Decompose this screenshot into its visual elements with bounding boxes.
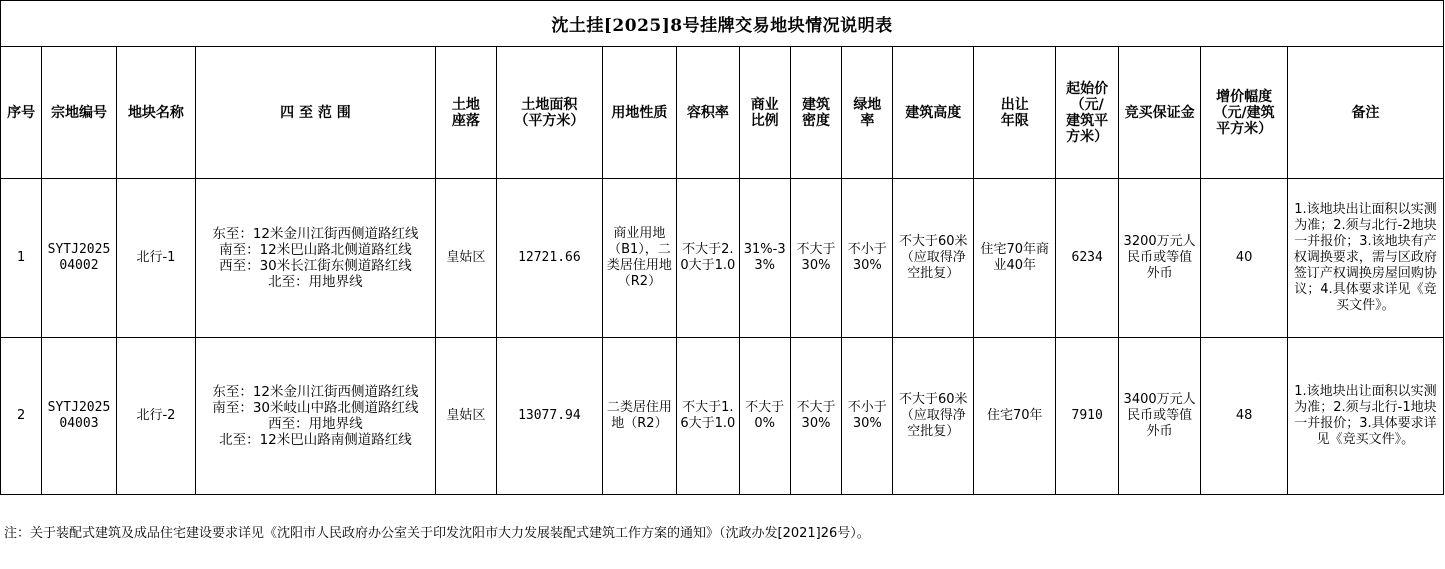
cell-parcel-name: 北行-2 xyxy=(116,338,195,495)
cell-increment: 40 xyxy=(1201,179,1288,338)
header-far: 容积率 xyxy=(677,47,739,179)
cell-remarks: 1.该地块出让面积以实测为准；2.须与北行-1地块一并报价；3.具体要求详见《竞买文件》。 xyxy=(1287,338,1443,495)
cell-seq: 2 xyxy=(1,338,42,495)
cell-building-height: 不大于60米（应取得净空批复） xyxy=(893,338,974,495)
cell-location: 皇姑区 xyxy=(435,338,496,495)
header-boundary: 四 至 范 围 xyxy=(196,47,435,179)
cell-commercial-ratio: 31%-33% xyxy=(739,179,790,338)
cell-location: 皇姑区 xyxy=(435,179,496,338)
header-land-use: 用地性质 xyxy=(602,47,676,179)
cell-parcel-code: SYTJ202504002 xyxy=(42,179,116,338)
boundary-north: 北至：用地界线 xyxy=(268,274,363,290)
cell-parcel-code: SYTJ202504003 xyxy=(42,338,116,495)
table-row xyxy=(1,179,1444,338)
cell-increment: 48 xyxy=(1201,338,1288,495)
cell-green-ratio: 不小于30% xyxy=(842,179,893,338)
header-deposit: 竞买保证金 xyxy=(1118,47,1201,179)
cell-term: 住宅70年 xyxy=(973,338,1056,495)
boundary-south: 南至：30米岐山中路北侧道路红线 xyxy=(212,400,419,416)
header-location: 土地 座落 xyxy=(435,47,496,179)
cell-seq: 1 xyxy=(1,179,42,338)
cell-deposit: 3400万元人民币或等值外币 xyxy=(1118,338,1201,495)
header-parcel-name: 地块名称 xyxy=(116,47,195,179)
cell-commercial-ratio: 不大于0% xyxy=(739,338,790,495)
boundary-south: 南至：12米巴山路北侧道路红线 xyxy=(219,242,412,258)
cell-area: 13077.94 xyxy=(497,338,603,495)
parcel-table xyxy=(0,46,1444,495)
header-remarks: 备注 xyxy=(1287,47,1443,179)
cell-boundary xyxy=(196,338,435,495)
cell-boundary xyxy=(196,179,435,338)
cell-green-ratio: 不小于30% xyxy=(842,338,893,495)
boundary-north: 北至：12米巴山路南侧道路红线 xyxy=(219,432,412,448)
sheet-title: 沈土挂[2025]8号挂牌交易地块情况说明表 xyxy=(0,0,1444,46)
header-building-density: 建筑 密度 xyxy=(790,47,841,179)
header-term: 出让 年限 xyxy=(973,47,1056,179)
cell-far: 不大于1.6大于1.0 xyxy=(677,338,739,495)
header-increment: 增价幅度 （元/建筑 平方米） xyxy=(1201,47,1288,179)
cell-term: 住宅70年商业40年 xyxy=(973,179,1056,338)
boundary-west: 西至：用地界线 xyxy=(268,416,363,432)
table-row xyxy=(1,338,1444,495)
header-area: 土地面积 （平方米） xyxy=(497,47,603,179)
boundary-west: 西至：30米长江街东侧道路红线 xyxy=(219,258,412,274)
cell-land-use: 商业用地（B1），二类居住用地（R2） xyxy=(602,179,676,338)
header-parcel-code: 宗地编号 xyxy=(42,47,116,179)
cell-remarks: 1.该地块出让面积以实测为准；2.须与北行-2地块一并报价；3.该地块有产权调换要求，需与区政府签订产权调换房屋回购协议；4.具体要求详见《竞买文件》。 xyxy=(1287,179,1443,338)
cell-far: 不大于2.0大于1.0 xyxy=(677,179,739,338)
cell-parcel-name: 北行-1 xyxy=(116,179,195,338)
header-commercial-ratio: 商业 比例 xyxy=(739,47,790,179)
table-header-row xyxy=(1,47,1444,179)
cell-building-density: 不大于30% xyxy=(790,338,841,495)
cell-land-use: 二类居住用地（R2） xyxy=(602,338,676,495)
cell-deposit: 3200万元人民币或等值外币 xyxy=(1118,179,1201,338)
cell-start-price: 7910 xyxy=(1056,338,1118,495)
header-seq: 序号 xyxy=(1,47,42,179)
header-building-height: 建筑高度 xyxy=(893,47,974,179)
header-green-ratio: 绿地 率 xyxy=(842,47,893,179)
cell-area: 12721.66 xyxy=(497,179,603,338)
header-start-price: 起始价 （元/ 建筑平 方米） xyxy=(1056,47,1118,179)
boundary-east: 东至：12米金川江街西侧道路红线 xyxy=(212,384,419,400)
cell-building-density: 不大于30% xyxy=(790,179,841,338)
boundary-east: 东至：12米金川江街西侧道路红线 xyxy=(212,226,419,242)
cell-building-height: 不大于60米（应取得净空批复） xyxy=(893,179,974,338)
footer-note: 注：关于装配式建筑及成品住宅建设要求详见《沈阳市人民政府办公室关于印发沈阳市大力发展装配式建筑工作方案的通知》（沈政办发[2021]26号）。 xyxy=(4,526,870,541)
cell-start-price: 6234 xyxy=(1056,179,1118,338)
